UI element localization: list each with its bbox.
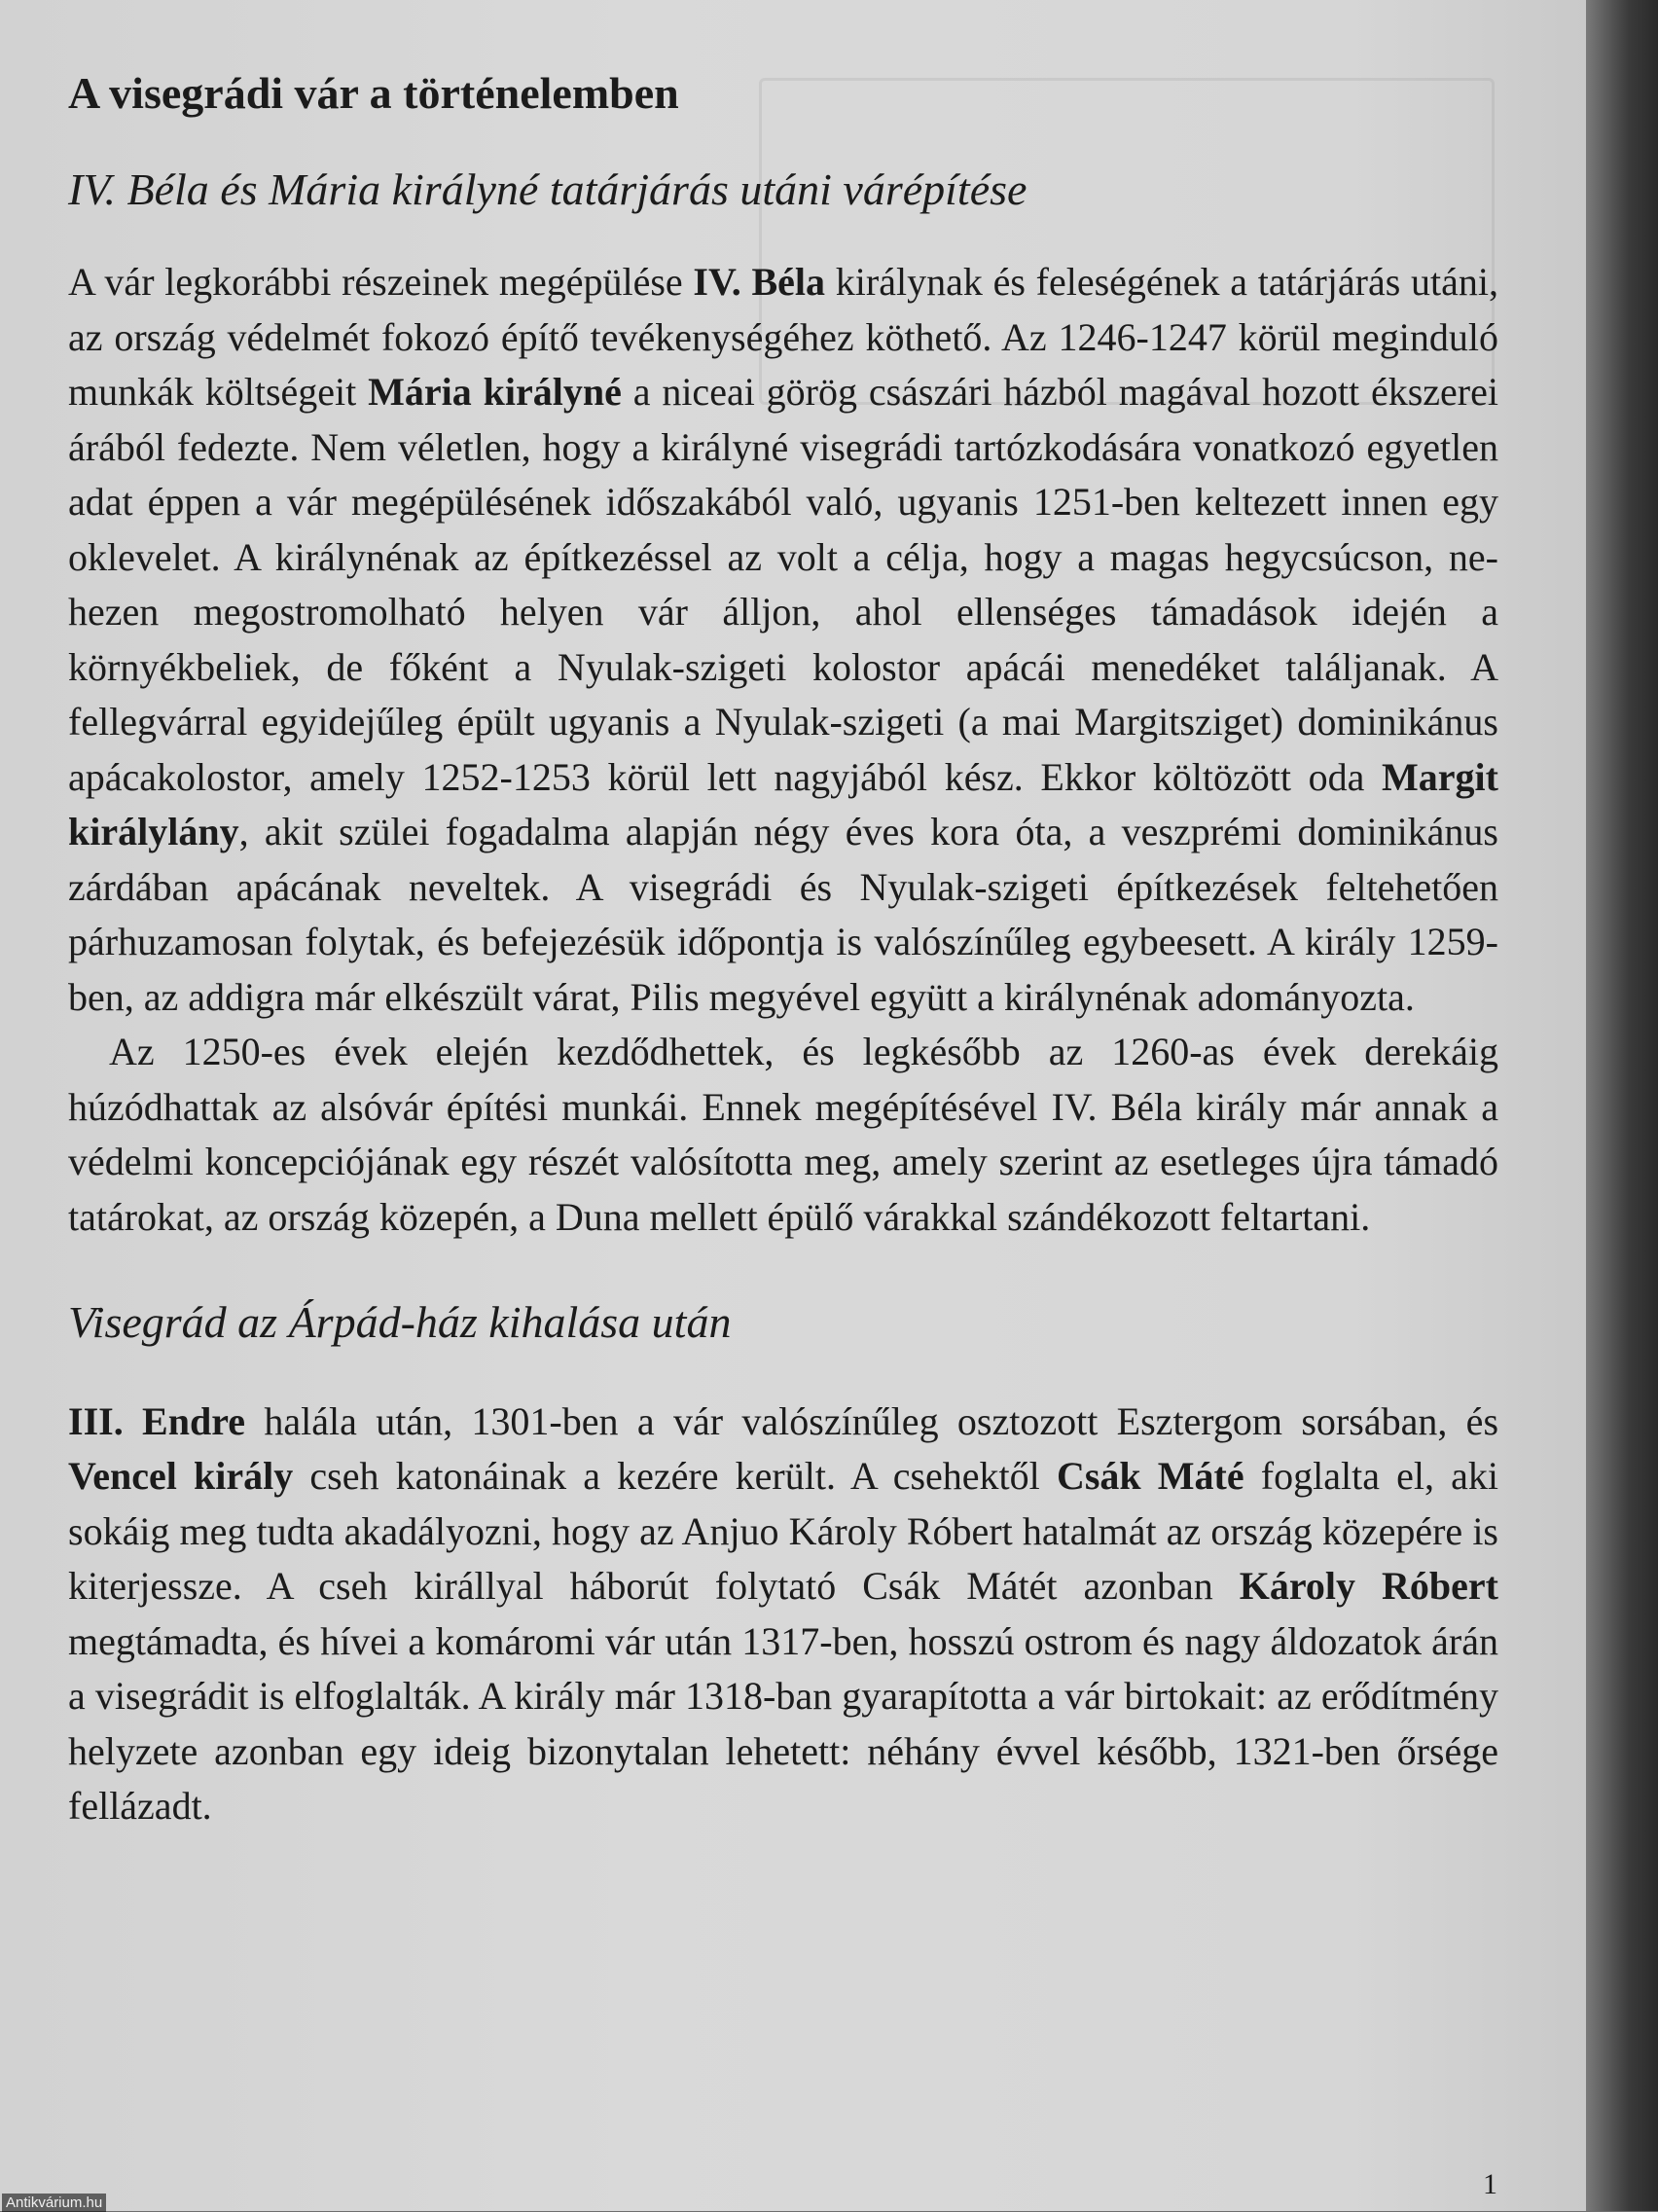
bold-name-bela: IV. Béla: [693, 260, 826, 305]
paragraph-1: A vár legkorábbi részeinek megépülése IV. Béla királynak és feleségének a tatárjárás utáni, az ország védelmét fokozó építő tevékenységéhez köthető. Az 1246-1247 körül meginduló munkák költségeit Mária királyné a niceai görög császári házból magával hozott ékszerei árából fedezte. Nem véletlen, hogy a királyné visegrádi tartózkodására vonatkozó egyetlen adat éppen a vár megépülésének időszakából való, ugyanis 1251-ben keltezett innen egy oklevelet. A királynénak az építkezéssel az volt a célja, hogy a magas hegycsúcson, nehezen megostromolható helyen vár álljon, ahol ellenséges támadások idején a környékbeliek, de főként a Nyulak-szigeti kolostor apácái menedéket találjanak. A fellegvárral egyidejűleg épült ugyanis a Nyulak-szigeti (a mai Margitsziget) dominikánus apácakolostor, amely 1252-1253 körül lett nagyjából kész. Ekkor költözött oda Margit királylány, akit szülei fogadalma alapján négy éves kora óta, a veszprémi dominikánus zárdában apácának neveltek. A visegrádi és Nyulak-szigeti építkezések feltehetően párhuzamosan folytak, és befejezésük időpontja is valószínűleg egybeesett. A király 1259-ben, az addigra már elkészült várat, Pilis megyével együtt a királynénak adományozta.: [68, 260, 1499, 1019]
watermark-label: Antikvárium.hu: [2, 2194, 106, 2212]
page-content: [68, 66, 1498, 1834]
page-title: A visegrádi vár a történelemben: [68, 68, 679, 118]
bold-name-csak: Csák Máté: [1056, 1454, 1244, 1499]
bold-name-endre: III. Endre: [68, 1398, 246, 1443]
bold-name-margit: Margit királylány: [68, 754, 1498, 854]
book-spine-shadow: [1586, 0, 1658, 2211]
bold-name-vencel: Vencel király: [68, 1454, 294, 1499]
page-number: 1: [1483, 2168, 1497, 2200]
paragraph-2: Az 1250-es évek elején kezdődhettek, és legkésőbb az 1260-as évek derekáig húzódhattak az alsóvár építési munkái. Ennek megépítésével IV. Béla király már annak a védelmi koncepciójának egy részét valósította meg, amely szerint az esetleges újra támadó tatárokat, az ország közepén, a Duna mellett épülő várakkal szándékozott feltartani.: [68, 1030, 1498, 1239]
paragraph-3: III. Endre halála után, 1301-ben a vár valószínűleg osztozott Esztergom sorsában, és Vencel király cseh katonáinak a kezére került. A csehektől Csák Máté foglalta el, aki sokáig meg tudta akadályozni, hogy az Anjuo Károly Róbert hatalmát az ország közepére is kiterjessze. A cseh királlyal háborút folytató Csák Mátét azonban Károly Róbert megtámadta, és hívei a komáromi vár után 1317-ben, hosszú ostrom és nagy áldozatok árán a visegrádit is elfoglalták. A király már 1318-ban gyarapította a vár birtokait: az erődítmény helyzete azonban egy ideig bizonytalan lehetett: néhány évvel később, 1321-ben őrsége fellázadt.: [68, 1398, 1499, 1829]
section-heading-1: IV. Béla és Mária királyné tatárjárás utáni várépítése: [68, 164, 1027, 215]
bold-name-karoly: Károly Róbert: [1239, 1564, 1498, 1609]
section-heading-2: Visegrád az Árpád-ház kihalása után: [68, 1297, 732, 1348]
bold-name-maria: Mária királyné: [368, 370, 622, 415]
